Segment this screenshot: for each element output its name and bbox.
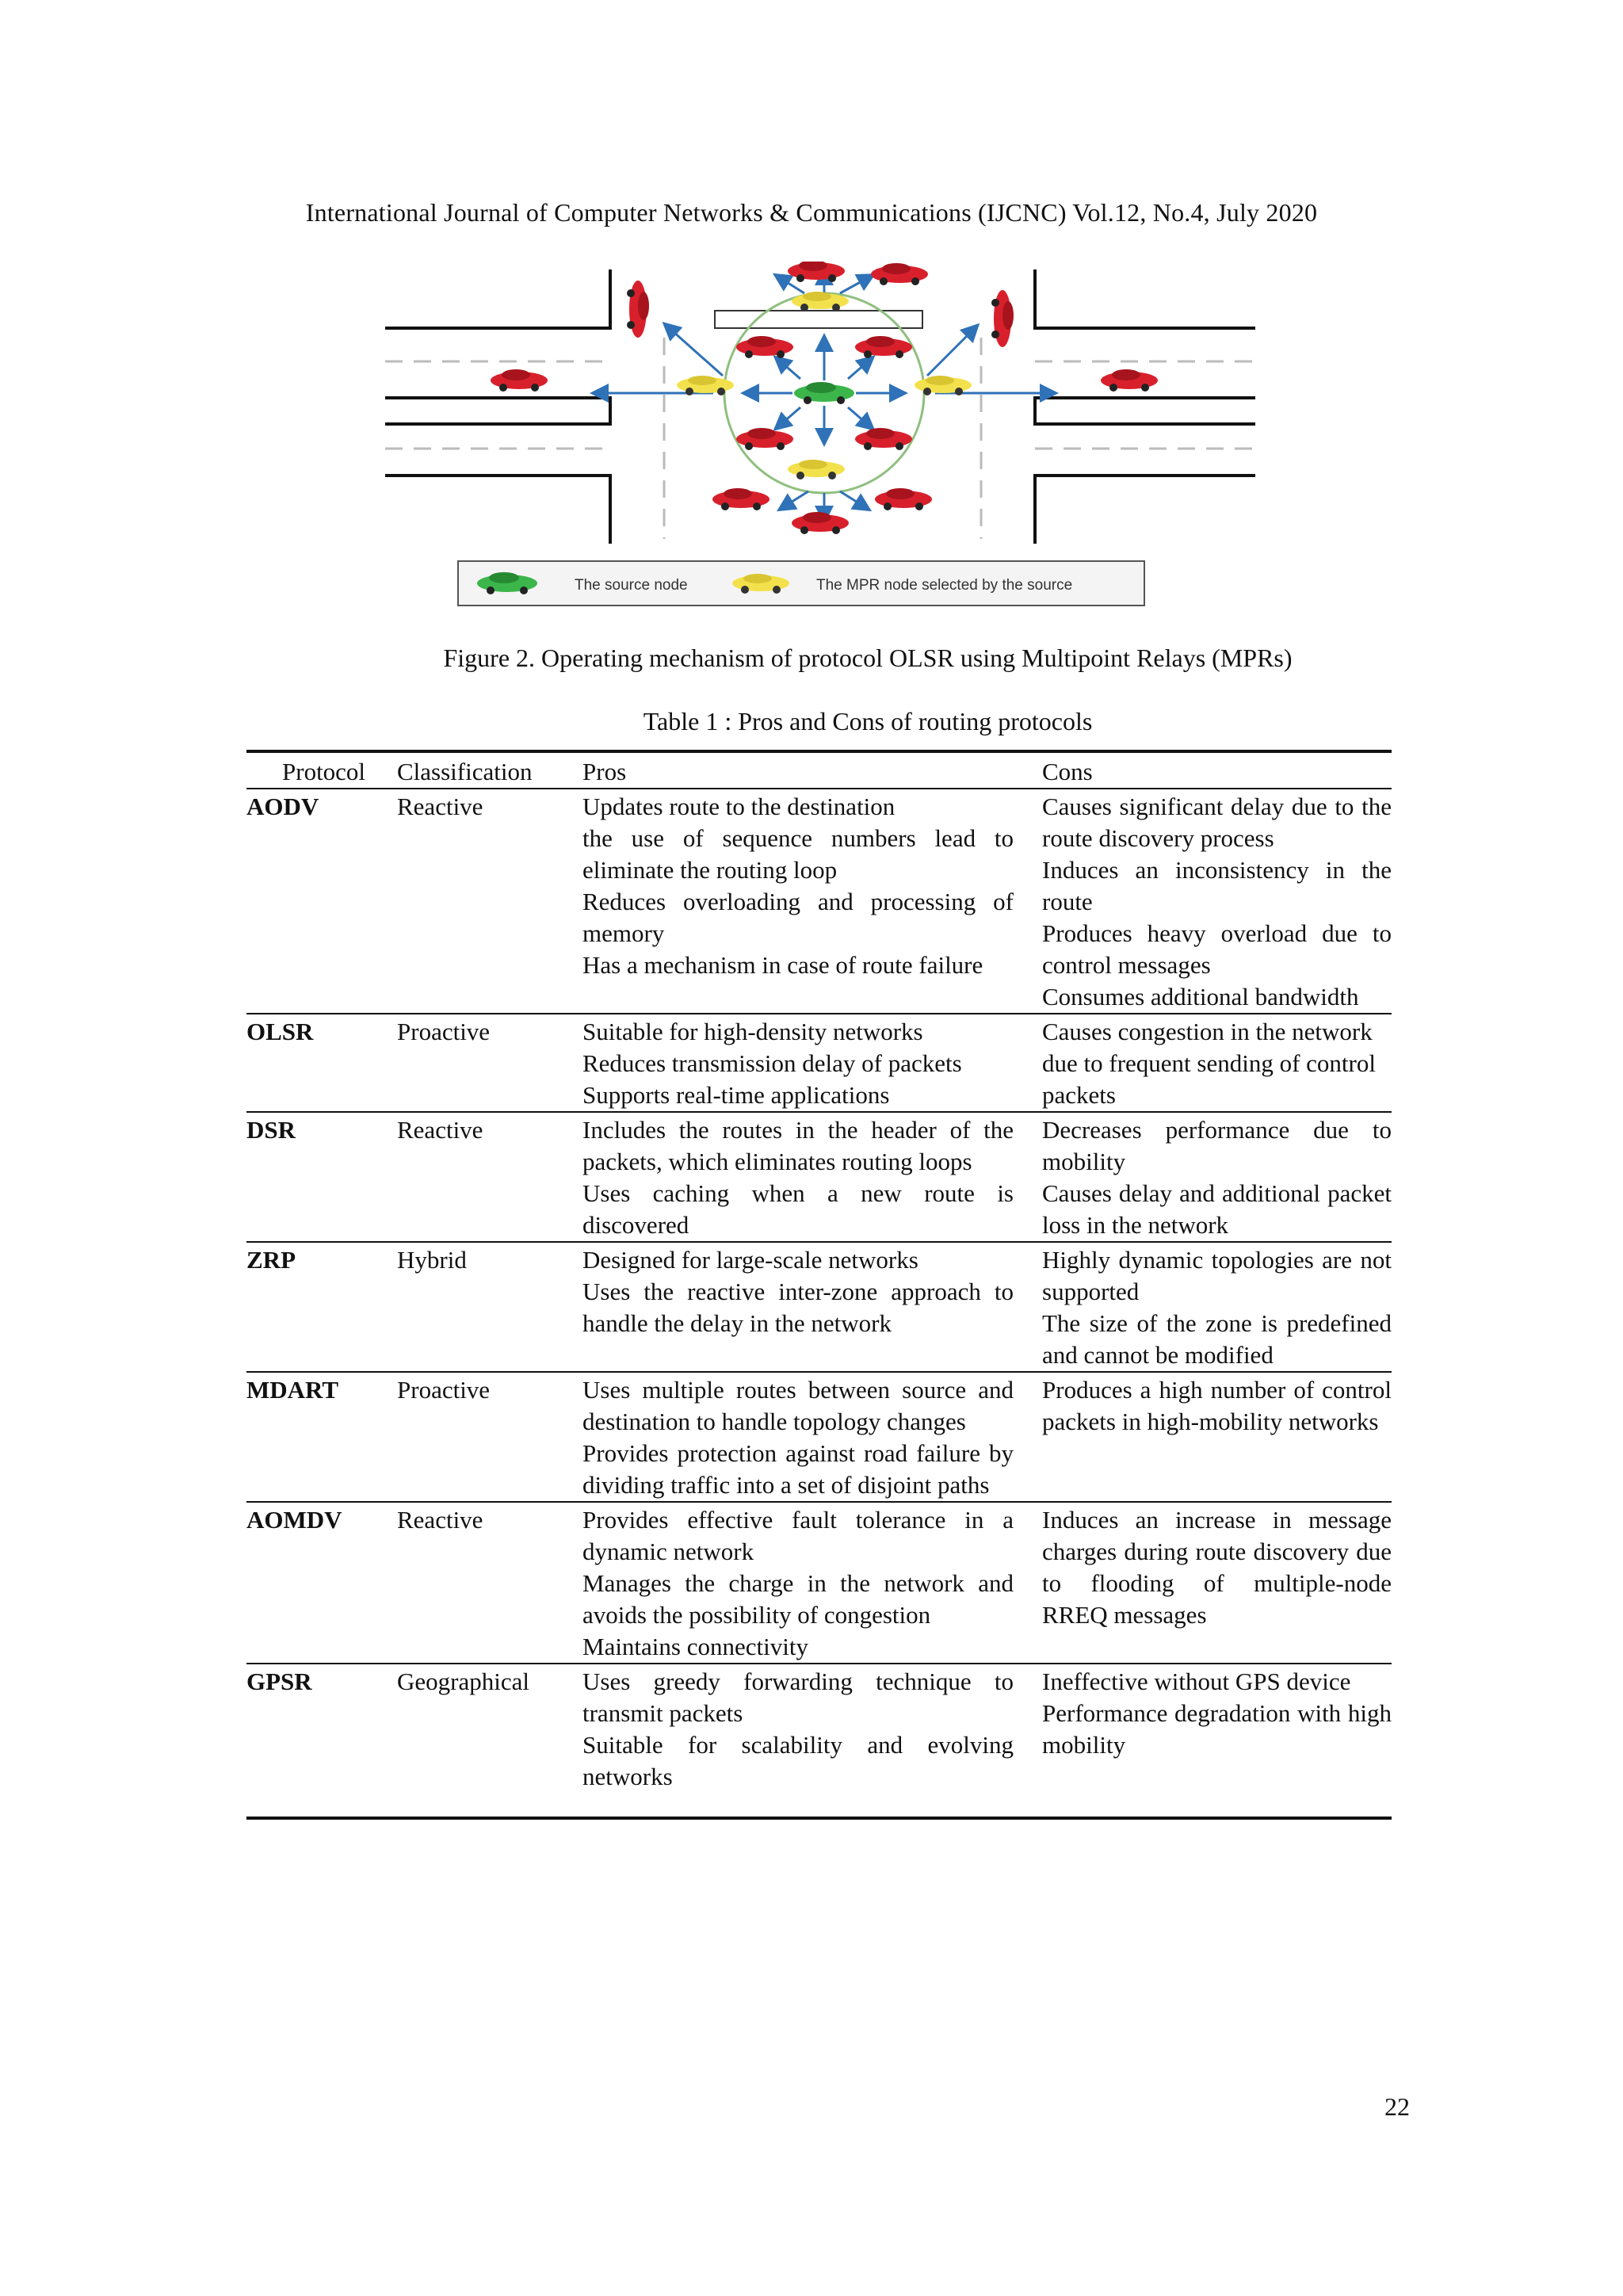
classification-cell: Proactive (397, 1014, 582, 1112)
cons-item: The size of the zone is predefined and cannot be modified (1042, 1309, 1392, 1369)
cons-item: Causes delay and additional packet loss in the network (1042, 1179, 1392, 1239)
pros-item: Suitable for scalability and evolving networks (582, 1731, 1014, 1790)
classification-cell: Reactive (397, 789, 582, 1014)
cons-item: Produces a high number of control packets in high-mobility networks (1042, 1376, 1392, 1435)
pros-cell (582, 789, 1042, 1014)
table-row-zrp (246, 1242, 1392, 1372)
classification-cell: Proactive (397, 1372, 582, 1502)
pros-item: Supports real-time applications (582, 1081, 890, 1109)
protocol-cell: MDART (246, 1372, 397, 1502)
pros-item: Includes the routes in the header of the packets, which eliminates routing loops (582, 1116, 1014, 1175)
header-protocol: Protocol (246, 751, 397, 789)
header-cons: Cons (1042, 751, 1392, 789)
classification-cell: Geographical (397, 1664, 582, 1818)
table-row-dsr (246, 1112, 1392, 1242)
table-row-mdart (246, 1372, 1392, 1502)
cons-item: Produces heavy overload due to control messages (1042, 919, 1392, 979)
figure-legend (458, 561, 1144, 606)
pros-item: Reduces transmission delay of packets (582, 1049, 962, 1077)
pros-cell (582, 1372, 1042, 1502)
protocol-cell: OLSR (246, 1014, 397, 1112)
classification-cell: Hybrid (397, 1242, 582, 1372)
cons-cell (1042, 789, 1392, 1014)
pros-item: Has a mechanism in case of route failure (582, 951, 983, 979)
cons-item: Consumes additional bandwidth (1042, 983, 1359, 1010)
cons-cell (1042, 1242, 1392, 1372)
pros-item: Uses the reactive inter-zone approach to handle the delay in the network (582, 1278, 1014, 1337)
cons-cell (1042, 1502, 1392, 1664)
cons-item: Induces an inconsistency in the route (1042, 856, 1392, 915)
olsr-mpr-figure (380, 262, 1260, 610)
pros-cell (582, 1502, 1042, 1664)
protocol-cell: AOMDV (246, 1502, 397, 1664)
protocol-cell: DSR (246, 1112, 397, 1242)
cons-cell (1042, 1372, 1392, 1502)
pros-item: Reduces overloading and processing of memory (582, 888, 1014, 947)
pros-item: Provides effective fault tolerance in a dynamic network (582, 1506, 1014, 1565)
journal-header: International Journal of Computer Networks & Communications (IJCNC) Vol.12, No.4, July 2020 (305, 198, 1318, 227)
protocol-cell: ZRP (246, 1242, 397, 1372)
cons-item: Ineffective without GPS device (1042, 1668, 1351, 1695)
protocol-cell: GPSR (246, 1664, 397, 1818)
pros-item: Suitable for high-density networks (582, 1018, 923, 1045)
table-header-row (246, 751, 1392, 789)
cons-cell (1042, 1014, 1392, 1112)
table-row-gpsr (246, 1664, 1392, 1818)
figure-caption: Figure 2. Operating mechanism of protocol OLSR using Multipoint Relays (MPRs) (443, 644, 1293, 672)
cons-item: Causes congestion in the network due to frequent sending of control packets (1042, 1018, 1376, 1109)
pros-item: Uses multiple routes between source and destination to handle topology changes (582, 1376, 1014, 1435)
cons-item: Highly dynamic topologies are not supported (1042, 1246, 1392, 1305)
legend-mpr-label: The MPR node selected by the source (816, 577, 1073, 594)
table-row-olsr (246, 1014, 1392, 1112)
classification-cell: Reactive (397, 1112, 582, 1242)
cons-cell (1042, 1112, 1392, 1242)
cons-item: Induces an increase in message charges during route discovery due to flooding of multiple-node RREQ messages (1042, 1506, 1392, 1629)
pros-item: Uses caching when a new route is discovered (582, 1179, 1014, 1239)
pros-item: the use of sequence numbers lead to eliminate the routing loop (582, 824, 1014, 884)
cons-item: Decreases performance due to mobility (1042, 1116, 1392, 1175)
table-row-aodv (246, 789, 1392, 1014)
pros-item: Maintains connectivity (582, 1633, 808, 1660)
cons-item: Performance degradation with high mobility (1042, 1699, 1392, 1759)
pros-item: Provides protection against road failure by dividing traffic into a set of disjoint paths (582, 1439, 1014, 1499)
legend-source-label: The source node (575, 577, 688, 594)
protocol-cell: AODV (246, 789, 397, 1014)
pros-cell (582, 1242, 1042, 1372)
pros-cell (582, 1664, 1042, 1818)
cons-cell (1042, 1664, 1392, 1818)
header-pros: Pros (582, 751, 1042, 789)
pros-cell (582, 1112, 1042, 1242)
pros-item: Manages the charge in the network and avoids the possibility of congestion (582, 1569, 1014, 1629)
table-title: Table 1 : Pros and Cons of routing protocols (643, 707, 1093, 735)
page-number: 22 (1384, 2092, 1410, 2121)
lane-markings (385, 338, 1255, 539)
pros-item: Uses greedy forwarding technique to transmit packets (582, 1668, 1014, 1727)
pros-item: Designed for large-scale networks (582, 1246, 918, 1274)
pros-item: Updates route to the destination (582, 793, 896, 820)
pros-cell (582, 1014, 1042, 1112)
pros-cons-table (246, 750, 1392, 1820)
classification-cell: Reactive (397, 1502, 582, 1664)
table-row-aomdv (246, 1502, 1392, 1664)
cons-item: Causes significant delay due to the route discovery process (1042, 793, 1392, 852)
header-classification: Classification (397, 751, 582, 789)
